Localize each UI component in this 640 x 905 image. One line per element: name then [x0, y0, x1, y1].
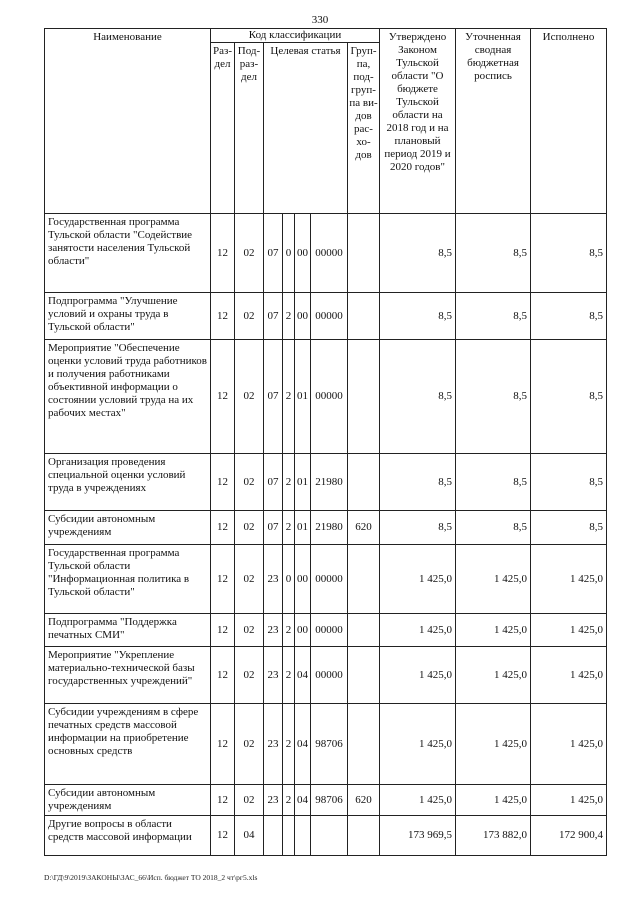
- row-target-direction: [311, 816, 348, 856]
- table-row: [45, 816, 607, 856]
- table-row: [45, 511, 607, 545]
- row-approved: 1 425,0: [380, 785, 456, 816]
- row-subsection: 02: [235, 340, 264, 454]
- header-expense-group: Груп-па, под-груп-па ви-дов рас-хо-дов: [348, 43, 380, 214]
- row-section: 12: [211, 454, 235, 511]
- row-target-program: 07: [264, 511, 283, 545]
- row-section: 12: [211, 511, 235, 545]
- row-target-program: [264, 816, 283, 856]
- row-target-subprogram: 2: [283, 614, 295, 647]
- row-target-direction: 98706: [311, 704, 348, 785]
- header-target: Целевая статья: [264, 43, 348, 214]
- row-approved: 8,5: [380, 454, 456, 511]
- row-target-direction: 00000: [311, 545, 348, 614]
- row-refined: 1 425,0: [456, 704, 531, 785]
- row-target-event: 00: [295, 293, 311, 340]
- row-refined: 1 425,0: [456, 647, 531, 704]
- row-section: 12: [211, 214, 235, 293]
- row-executed: 8,5: [531, 340, 607, 454]
- row-expense-group: [348, 816, 380, 856]
- row-target-event: 01: [295, 454, 311, 511]
- row-target-program: 23: [264, 545, 283, 614]
- row-executed: 1 425,0: [531, 785, 607, 816]
- row-subsection: 02: [235, 511, 264, 545]
- row-executed: 1 425,0: [531, 647, 607, 704]
- row-expense-group: [348, 454, 380, 511]
- row-approved: 1 425,0: [380, 545, 456, 614]
- header-name: Наименование: [45, 29, 211, 214]
- budget-table: [44, 28, 607, 856]
- row-target-subprogram: 2: [283, 704, 295, 785]
- row-expense-group: [348, 647, 380, 704]
- row-approved: 173 969,5: [380, 816, 456, 856]
- row-target-subprogram: 2: [283, 454, 295, 511]
- row-executed: 8,5: [531, 214, 607, 293]
- table-row: [45, 454, 607, 511]
- row-refined: 8,5: [456, 214, 531, 293]
- row-section: 12: [211, 340, 235, 454]
- file-path-footer: D:\ГД\9\2019\ЗАКОНЫ\ЗАС_66\Исп. бюджет ТО 2018_2 чт\рг5.xls: [44, 873, 258, 882]
- row-executed: 172 900,4: [531, 816, 607, 856]
- row-subsection: 02: [235, 647, 264, 704]
- row-target-subprogram: 2: [283, 340, 295, 454]
- row-approved: 1 425,0: [380, 704, 456, 785]
- row-name: Государственная программа Тульской области "Содействие занятости населения Тульской области": [45, 214, 211, 293]
- table-row: [45, 340, 607, 454]
- row-target-program: 23: [264, 785, 283, 816]
- row-target-subprogram: 0: [283, 214, 295, 293]
- row-target-direction: 00000: [311, 214, 348, 293]
- row-target-direction: 21980: [311, 511, 348, 545]
- row-approved: 1 425,0: [380, 647, 456, 704]
- row-executed: 1 425,0: [531, 545, 607, 614]
- row-subsection: 02: [235, 293, 264, 340]
- row-target-direction: 98706: [311, 785, 348, 816]
- row-expense-group: [348, 704, 380, 785]
- row-expense-group: 620: [348, 511, 380, 545]
- header-code-group: Код классификации: [211, 29, 380, 43]
- row-section: 12: [211, 614, 235, 647]
- row-target-subprogram: 0: [283, 545, 295, 614]
- table-row: [45, 647, 607, 704]
- row-target-subprogram: 2: [283, 785, 295, 816]
- row-target-subprogram: [283, 816, 295, 856]
- row-subsection: 02: [235, 785, 264, 816]
- row-expense-group: 620: [348, 785, 380, 816]
- row-refined: 8,5: [456, 340, 531, 454]
- row-section: 12: [211, 293, 235, 340]
- row-subsection: 02: [235, 214, 264, 293]
- row-expense-group: [348, 293, 380, 340]
- row-target-direction: 00000: [311, 340, 348, 454]
- row-executed: 1 425,0: [531, 614, 607, 647]
- row-target-direction: 00000: [311, 293, 348, 340]
- table-row: [45, 614, 607, 647]
- row-approved: 1 425,0: [380, 614, 456, 647]
- table-row: [45, 293, 607, 340]
- row-target-direction: 21980: [311, 454, 348, 511]
- row-target-event: 04: [295, 704, 311, 785]
- row-target-event: 01: [295, 340, 311, 454]
- row-expense-group: [348, 614, 380, 647]
- row-target-direction: 00000: [311, 647, 348, 704]
- row-refined: 173 882,0: [456, 816, 531, 856]
- row-name: Подпрограмма "Поддержка печатных СМИ": [45, 614, 211, 647]
- row-executed: 8,5: [531, 293, 607, 340]
- row-name: Подпрограмма "Улучшение условий и охраны труда в Тульской области": [45, 293, 211, 340]
- row-section: 12: [211, 647, 235, 704]
- row-target-event: 00: [295, 214, 311, 293]
- row-name: Субсидии автономным учреждениям: [45, 785, 211, 816]
- row-approved: 8,5: [380, 511, 456, 545]
- header-executed: Исполнено: [531, 29, 607, 214]
- table-row: [45, 545, 607, 614]
- row-target-program: 07: [264, 454, 283, 511]
- row-subsection: 02: [235, 704, 264, 785]
- row-target-program: 23: [264, 647, 283, 704]
- row-target-program: 23: [264, 614, 283, 647]
- row-executed: 1 425,0: [531, 704, 607, 785]
- header-section: Раз-дел: [211, 43, 235, 214]
- row-section: 12: [211, 704, 235, 785]
- row-refined: 8,5: [456, 454, 531, 511]
- row-target-direction: 00000: [311, 614, 348, 647]
- row-name: Субсидии учреждениям в сфере печатных средств массовой информации на приобретение основных средств: [45, 704, 211, 785]
- header-approved: Утверждено Законом Тульской области "О бюджете Тульской области на 2018 год и на плановый период 2019 и 2020 годов": [380, 29, 456, 214]
- row-name: Другие вопросы в области средств массовой информации: [45, 816, 211, 856]
- row-section: 12: [211, 545, 235, 614]
- row-target-subprogram: 2: [283, 647, 295, 704]
- row-executed: 8,5: [531, 511, 607, 545]
- row-target-subprogram: 2: [283, 511, 295, 545]
- row-subsection: 02: [235, 545, 264, 614]
- row-refined: 8,5: [456, 293, 531, 340]
- row-target-event: 01: [295, 511, 311, 545]
- row-subsection: 04: [235, 816, 264, 856]
- table-row: [45, 704, 607, 785]
- row-refined: 1 425,0: [456, 545, 531, 614]
- row-section: 12: [211, 785, 235, 816]
- row-target-event: [295, 816, 311, 856]
- row-refined: 1 425,0: [456, 785, 531, 816]
- row-approved: 8,5: [380, 293, 456, 340]
- row-name: Субсидии автономным учреждениям: [45, 511, 211, 545]
- header-refined: Уточненная сводная бюджетная роспись: [456, 29, 531, 214]
- row-target-event: 00: [295, 614, 311, 647]
- row-refined: 1 425,0: [456, 614, 531, 647]
- row-refined: 8,5: [456, 511, 531, 545]
- row-approved: 8,5: [380, 340, 456, 454]
- row-approved: 8,5: [380, 214, 456, 293]
- row-subsection: 02: [235, 454, 264, 511]
- row-target-program: 07: [264, 293, 283, 340]
- table-row: [45, 785, 607, 816]
- row-name: Мероприятие "Укрепление материально-технической базы государственных учреждений": [45, 647, 211, 704]
- table-row: [45, 214, 607, 293]
- row-target-event: 04: [295, 785, 311, 816]
- row-name: Мероприятие "Обеспечение оценки условий труда работников и получения работниками объективной информации о состоянии условий труда на их рабочих местах": [45, 340, 211, 454]
- row-expense-group: [348, 545, 380, 614]
- row-target-event: 04: [295, 647, 311, 704]
- header-subsection: Под-раз-дел: [235, 43, 264, 214]
- row-executed: 8,5: [531, 454, 607, 511]
- row-expense-group: [348, 214, 380, 293]
- row-target-event: 00: [295, 545, 311, 614]
- row-target-program: 23: [264, 704, 283, 785]
- row-name: Государственная программа Тульской области "Информационная политика в Тульской области": [45, 545, 211, 614]
- page-number: 330: [311, 14, 329, 26]
- row-subsection: 02: [235, 614, 264, 647]
- row-name: Организация проведения специальной оценки условий труда в учреждениях: [45, 454, 211, 511]
- row-target-subprogram: 2: [283, 293, 295, 340]
- row-target-program: 07: [264, 340, 283, 454]
- row-section: 12: [211, 816, 235, 856]
- row-expense-group: [348, 340, 380, 454]
- row-target-program: 07: [264, 214, 283, 293]
